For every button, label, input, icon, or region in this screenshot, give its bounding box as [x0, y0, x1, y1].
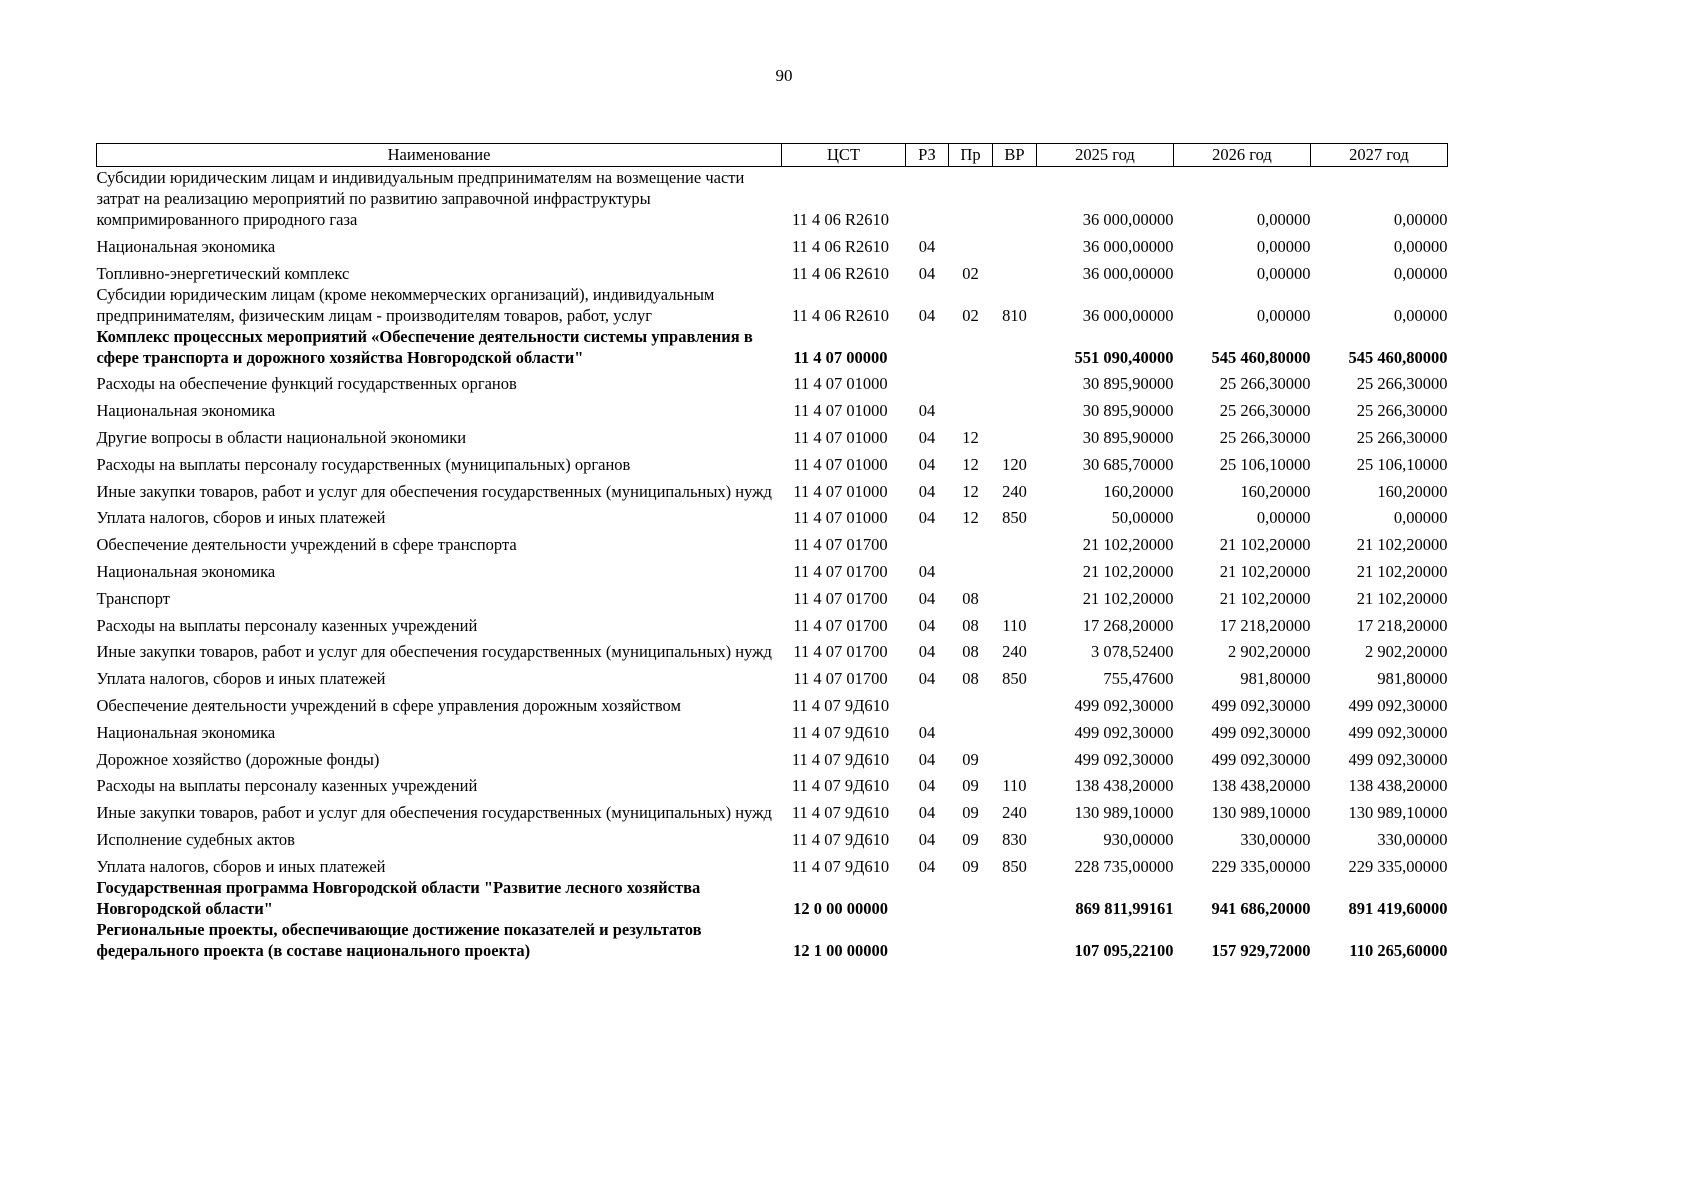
cell-vr [993, 167, 1037, 231]
table-row [97, 796, 1448, 823]
table-row [97, 326, 1448, 368]
cell-pr: 12 [962, 427, 979, 447]
cell-2027: 25 266,30000 [1356, 374, 1448, 394]
cell-rz: 04 [918, 749, 936, 769]
cell-2025: 30 685,70000 [1082, 454, 1174, 474]
cell-vr: 120 [1002, 454, 1027, 474]
cell-2026: 25 266,30000 [1219, 401, 1311, 421]
cell-2025: 755,47600 [1103, 669, 1174, 689]
cell-vr [993, 230, 1037, 257]
table-row [97, 636, 1448, 663]
cell-pr: 09 [962, 803, 979, 823]
cell-name: Расходы на выплаты персоналу государственных (муниципальных) органов [96, 454, 631, 474]
cell-2027: 17 218,20000 [1356, 615, 1448, 635]
cell-2025: 36 000,00000 [1082, 210, 1174, 229]
cell-2027: 0,00000 [1393, 508, 1448, 528]
table-row [97, 167, 1448, 231]
cell-rz [906, 689, 949, 716]
cell-name: Топливно-энергетический комплекс [96, 263, 350, 283]
cell-name: Комплекс процессных мероприятий «Обеспечение деятельности системы управления в сфере транспорта и дорожного хозяйства Новгородской области" [96, 326, 753, 367]
cell-2027: 330,00000 [1377, 829, 1448, 849]
cell-cst: 11 4 07 01000 [793, 427, 888, 447]
cell-name: Расходы на выплаты персоналу казенных учреждений [96, 615, 478, 635]
cell-2026: 499 092,30000 [1211, 749, 1311, 769]
cell-name: Региональные проекты, обеспечивающие достижение показателей и результатов федерального проекта (в составе национального проекта) [96, 919, 702, 960]
cell-2027: 2 902,20000 [1365, 642, 1448, 662]
cell-2027: 25 266,30000 [1356, 401, 1448, 421]
cell-vr: 850 [1002, 669, 1027, 689]
cell-cst: 11 4 07 9Д610 [791, 776, 890, 796]
header-2025: 2025 год [1037, 144, 1174, 167]
cell-name: Субсидии юридическим лицам и индивидуальным предпринимателям на возмещение части затрат на реализацию мероприятий по развитию заправочной инфраструктуры компримированного природного газа [96, 168, 745, 229]
cell-vr: 240 [1002, 803, 1027, 823]
table-row [97, 421, 1448, 448]
cell-2026: 21 102,20000 [1219, 588, 1311, 608]
table-row [97, 257, 1448, 284]
cell-2026: 25 266,30000 [1219, 427, 1311, 447]
cell-cst: 11 4 07 01000 [793, 481, 888, 501]
cell-2026: 0,00000 [1256, 210, 1311, 229]
cell-2026: 981,80000 [1240, 669, 1311, 689]
table-row [97, 716, 1448, 743]
cell-name: Иные закупки товаров, работ и услуг для обеспечения государственных (муниципальных) нужд [96, 642, 772, 662]
table-row [97, 823, 1448, 850]
header-rz: РЗ [906, 144, 949, 167]
cell-2027: 0,00000 [1393, 236, 1448, 256]
cell-2026: 330,00000 [1240, 829, 1311, 849]
cell-name: Расходы на обеспечение функций государственных органов [96, 374, 517, 394]
cell-2025: 499 092,30000 [1074, 695, 1174, 715]
cell-name: Национальная экономика [96, 401, 276, 421]
cell-pr: 09 [962, 749, 979, 769]
cell-2025: 3 078,52400 [1091, 642, 1174, 662]
header-row [97, 144, 1448, 167]
cell-2026: 160,20000 [1240, 481, 1311, 501]
table-row [97, 919, 1448, 961]
cell-cst: 11 4 07 9Д610 [791, 722, 890, 742]
cell-2026: 25 106,10000 [1219, 454, 1311, 474]
cell-2025: 30 895,90000 [1082, 401, 1174, 421]
cell-pr: 12 [962, 481, 979, 501]
header-2027: 2027 год [1311, 144, 1448, 167]
cell-cst: 11 4 06 R2610 [791, 263, 890, 283]
cell-pr [949, 368, 993, 395]
cell-name: Другие вопросы в области национальной экономики [96, 427, 467, 447]
cell-2026: 17 218,20000 [1219, 615, 1311, 635]
cell-cst: 11 4 07 9Д610 [791, 829, 890, 849]
cell-rz: 04 [918, 588, 936, 608]
cell-2026: 25 266,30000 [1219, 374, 1311, 394]
cell-rz: 04 [918, 427, 936, 447]
cell-2025: 50,00000 [1111, 508, 1174, 528]
cell-vr [993, 257, 1037, 284]
cell-rz: 04 [918, 669, 936, 689]
cell-cst: 12 1 00 00000 [793, 940, 888, 960]
table-row [97, 475, 1448, 502]
cell-name: Уплата налогов, сборов и иных платежей [96, 508, 386, 528]
cell-cst: 12 0 00 00000 [793, 898, 888, 918]
cell-2026: 0,00000 [1256, 305, 1311, 325]
cell-2025: 499 092,30000 [1074, 749, 1174, 769]
cell-name: Национальная экономика [96, 236, 276, 256]
cell-2026: 545 460,80000 [1211, 347, 1311, 367]
cell-2025: 21 102,20000 [1082, 588, 1174, 608]
cell-pr [949, 555, 993, 582]
cell-rz [906, 167, 949, 231]
cell-2026: 499 092,30000 [1211, 722, 1311, 742]
cell-cst: 11 4 07 01000 [793, 454, 888, 474]
cell-2025: 930,00000 [1103, 829, 1174, 849]
cell-rz [906, 368, 949, 395]
cell-vr [993, 582, 1037, 609]
cell-2026: 229 335,00000 [1211, 856, 1311, 876]
cell-vr: 850 [1002, 856, 1027, 876]
cell-name: Национальная экономика [96, 561, 276, 581]
cell-2026: 0,00000 [1256, 236, 1311, 256]
cell-name: Дорожное хозяйство (дорожные фонды) [96, 749, 380, 769]
cell-2026: 499 092,30000 [1211, 695, 1311, 715]
cell-2025: 499 092,30000 [1074, 722, 1174, 742]
table-row [97, 555, 1448, 582]
cell-2026: 138 438,20000 [1211, 776, 1311, 796]
header-cst: ЦСТ [782, 144, 906, 167]
cell-2026: 0,00000 [1256, 508, 1311, 528]
cell-rz: 04 [918, 508, 936, 528]
cell-2026: 941 686,20000 [1211, 898, 1311, 918]
cell-rz: 04 [918, 642, 936, 662]
table-row [97, 284, 1448, 326]
cell-cst: 11 4 07 9Д610 [791, 695, 890, 715]
cell-2027: 130 989,10000 [1348, 803, 1448, 823]
cell-vr: 810 [1002, 305, 1027, 325]
cell-cst: 11 4 07 9Д610 [791, 803, 890, 823]
cell-cst: 11 4 06 R2610 [791, 236, 890, 256]
cell-vr: 240 [1002, 481, 1027, 501]
cell-vr: 110 [1002, 615, 1027, 635]
header-name: Наименование [97, 144, 782, 167]
cell-pr: 09 [962, 829, 979, 849]
cell-2027: 545 460,80000 [1348, 347, 1448, 367]
cell-2026: 21 102,20000 [1219, 535, 1311, 555]
cell-2026: 130 989,10000 [1211, 803, 1311, 823]
cell-pr [949, 528, 993, 555]
budget-table [96, 143, 1448, 961]
cell-rz [906, 919, 949, 961]
cell-2027: 0,00000 [1393, 210, 1448, 229]
cell-vr [993, 368, 1037, 395]
cell-cst: 11 4 07 9Д610 [791, 749, 890, 769]
cell-2025: 130 989,10000 [1074, 803, 1174, 823]
cell-pr [949, 689, 993, 716]
table-row [97, 230, 1448, 257]
cell-name: Транспорт [96, 588, 171, 608]
cell-2026: 157 929,72000 [1211, 940, 1311, 960]
cell-2026: 21 102,20000 [1219, 561, 1311, 581]
cell-pr: 08 [962, 615, 979, 635]
cell-2025: 228 735,00000 [1074, 856, 1174, 876]
cell-name: Обеспечение деятельности учреждений в сфере управления дорожным хозяйством [96, 695, 681, 715]
cell-rz: 04 [918, 561, 936, 581]
cell-cst: 11 4 07 01700 [793, 535, 888, 555]
header-vr: ВР [993, 144, 1037, 167]
table-row [97, 877, 1448, 919]
cell-cst: 11 4 07 01700 [793, 669, 888, 689]
cell-2025: 36 000,00000 [1082, 236, 1174, 256]
cell-name: Национальная экономика [96, 722, 276, 742]
cell-name: Обеспечение деятельности учреждений в сфере транспорта [96, 535, 517, 555]
cell-2027: 891 419,60000 [1348, 898, 1448, 918]
table-row [97, 662, 1448, 689]
cell-rz: 04 [918, 454, 936, 474]
cell-pr [949, 167, 993, 231]
cell-rz: 04 [918, 803, 936, 823]
cell-2025: 869 811,99161 [1075, 898, 1174, 918]
cell-2025: 36 000,00000 [1082, 263, 1174, 283]
cell-2027: 110 265,60000 [1349, 940, 1448, 960]
cell-2027: 981,80000 [1377, 669, 1448, 689]
page-number: 90 [775, 66, 793, 85]
table-row [97, 368, 1448, 395]
cell-rz [906, 528, 949, 555]
cell-pr [949, 394, 993, 421]
cell-rz: 04 [918, 829, 936, 849]
cell-name: Уплата налогов, сборов и иных платежей [96, 856, 386, 876]
cell-2025: 17 268,20000 [1082, 615, 1174, 635]
cell-cst: 11 4 07 01000 [793, 401, 888, 421]
table-row [97, 743, 1448, 770]
cell-name: Иные закупки товаров, работ и услуг для обеспечения государственных (муниципальных) нужд [96, 481, 772, 501]
cell-pr: 08 [962, 588, 979, 608]
cell-cst: 11 4 06 R2610 [791, 305, 890, 325]
cell-rz: 04 [918, 236, 936, 256]
cell-2026: 2 902,20000 [1228, 642, 1311, 662]
cell-vr [993, 716, 1037, 743]
table-row [97, 582, 1448, 609]
cell-2025: 21 102,20000 [1082, 535, 1174, 555]
cell-2027: 499 092,30000 [1348, 695, 1448, 715]
cell-name: Расходы на выплаты персоналу казенных учреждений [96, 776, 478, 796]
cell-rz [906, 877, 949, 919]
cell-rz: 04 [918, 615, 936, 635]
cell-2025: 30 895,90000 [1082, 427, 1174, 447]
cell-pr: 02 [962, 305, 979, 325]
cell-vr: 240 [1002, 642, 1027, 662]
cell-2025: 36 000,00000 [1082, 305, 1174, 325]
table-row [97, 689, 1448, 716]
header-2026: 2026 год [1174, 144, 1311, 167]
cell-vr [993, 555, 1037, 582]
cell-2027: 229 335,00000 [1348, 856, 1448, 876]
cell-rz: 04 [918, 856, 936, 876]
cell-2027: 0,00000 [1393, 305, 1448, 325]
cell-pr: 09 [962, 856, 979, 876]
cell-2025: 551 090,40000 [1074, 347, 1174, 367]
cell-cst: 11 4 07 01000 [793, 508, 888, 528]
table-row [97, 850, 1448, 877]
table-body [97, 167, 1448, 961]
cell-2027: 21 102,20000 [1356, 588, 1448, 608]
cell-cst: 11 4 07 9Д610 [791, 856, 890, 876]
table-header [97, 144, 1448, 167]
cell-name: Исполнение судебных актов [96, 829, 295, 849]
cell-2027: 21 102,20000 [1356, 535, 1448, 555]
cell-cst: 11 4 07 00000 [793, 347, 888, 367]
cell-rz: 04 [918, 305, 936, 325]
cell-rz: 04 [918, 776, 936, 796]
cell-vr [993, 326, 1037, 368]
cell-pr: 08 [962, 669, 979, 689]
cell-name: Иные закупки товаров, работ и услуг для обеспечения государственных (муниципальных) нужд [96, 803, 772, 823]
cell-2027: 25 266,30000 [1356, 427, 1448, 447]
cell-2027: 25 106,10000 [1356, 454, 1448, 474]
table-row [97, 770, 1448, 797]
cell-vr: 850 [1002, 508, 1027, 528]
table-row [97, 394, 1448, 421]
cell-2025: 30 895,90000 [1082, 374, 1174, 394]
cell-cst: 11 4 06 R2610 [791, 210, 890, 229]
cell-vr [993, 919, 1037, 961]
cell-vr [993, 394, 1037, 421]
table-row [97, 609, 1448, 636]
cell-2027: 21 102,20000 [1356, 561, 1448, 581]
cell-pr [949, 877, 993, 919]
cell-rz: 04 [918, 481, 936, 501]
cell-pr [949, 326, 993, 368]
cell-2027: 0,00000 [1393, 263, 1448, 283]
cell-pr: 02 [962, 263, 979, 283]
table-row [97, 448, 1448, 475]
cell-pr [949, 716, 993, 743]
cell-rz: 04 [918, 263, 936, 283]
cell-pr [949, 230, 993, 257]
cell-vr [993, 421, 1037, 448]
cell-pr: 12 [962, 454, 979, 474]
cell-name: Государственная программа Новгородской области "Развитие лесного хозяйства Новгородской области" [96, 877, 701, 918]
cell-pr: 08 [962, 642, 979, 662]
cell-name: Субсидии юридическим лицам (кроме некоммерческих организаций), индивидуальным предпринимателям, физическим лицам - производителям товаров, работ, услуг [96, 284, 715, 325]
cell-rz: 04 [918, 401, 936, 421]
cell-2027: 499 092,30000 [1348, 722, 1448, 742]
cell-vr [993, 689, 1037, 716]
cell-vr [993, 877, 1037, 919]
table-row [97, 502, 1448, 529]
cell-vr [993, 743, 1037, 770]
cell-cst: 11 4 07 01700 [793, 588, 888, 608]
header-pr: Пр [949, 144, 993, 167]
cell-cst: 11 4 07 01700 [793, 615, 888, 635]
cell-vr: 110 [1002, 776, 1027, 796]
cell-pr: 12 [962, 508, 979, 528]
cell-vr: 830 [1002, 829, 1027, 849]
cell-name: Уплата налогов, сборов и иных платежей [96, 669, 386, 689]
cell-pr [949, 919, 993, 961]
cell-rz: 04 [918, 722, 936, 742]
cell-2025: 107 095,22100 [1074, 940, 1174, 960]
cell-pr: 09 [962, 776, 979, 796]
cell-2027: 160,20000 [1377, 481, 1448, 501]
cell-2027: 499 092,30000 [1348, 749, 1448, 769]
cell-2025: 160,20000 [1103, 481, 1174, 501]
cell-2025: 138 438,20000 [1074, 776, 1174, 796]
cell-cst: 11 4 07 01700 [793, 561, 888, 581]
cell-vr [993, 528, 1037, 555]
cell-rz [906, 326, 949, 368]
cell-2027: 138 438,20000 [1348, 776, 1448, 796]
table-row [97, 528, 1448, 555]
cell-2026: 0,00000 [1256, 263, 1311, 283]
cell-cst: 11 4 07 01000 [793, 374, 888, 394]
cell-cst: 11 4 07 01700 [793, 642, 888, 662]
cell-2025: 21 102,20000 [1082, 561, 1174, 581]
